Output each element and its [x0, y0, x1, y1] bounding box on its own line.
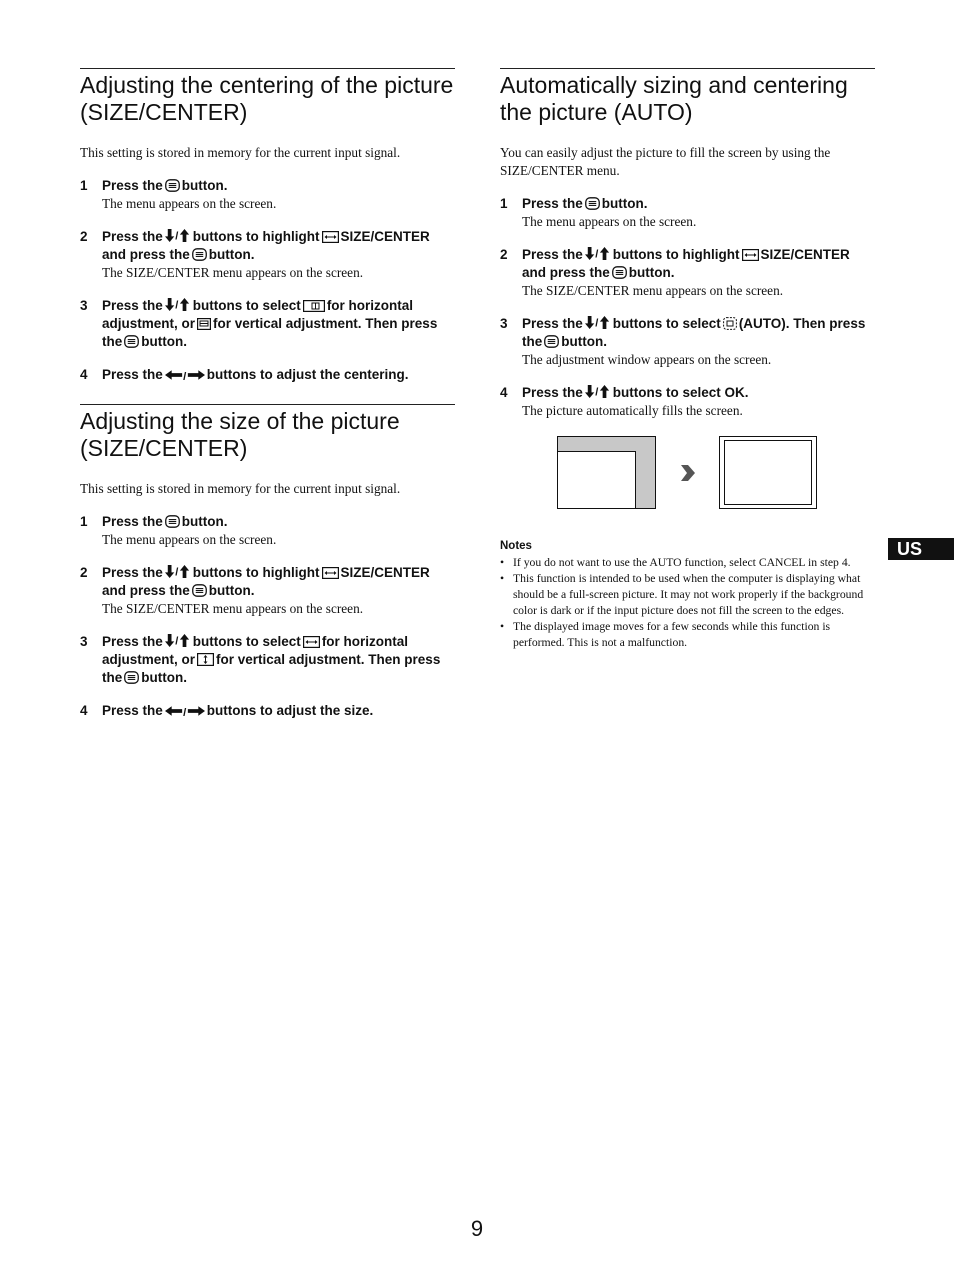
down-up-arrows-icon — [165, 297, 191, 312]
size-center-icon — [322, 231, 339, 243]
down-up-arrows-icon — [165, 228, 191, 243]
step-3 — [80, 633, 455, 687]
notes-list — [500, 555, 875, 651]
menu-button-icon — [124, 335, 139, 348]
step-result: The picture automatically fills the screen. — [522, 403, 743, 418]
left-right-arrows-icon — [165, 369, 205, 381]
step-instruction: Press the buttons to highlight SIZE/CENTER and press the button. — [102, 565, 430, 598]
page-number: 9 — [470, 1216, 484, 1241]
auto-adjust-icon — [723, 317, 737, 330]
step-number: 4 — [500, 385, 508, 400]
step-result: The menu appears on the screen. — [102, 196, 277, 211]
left-column — [80, 68, 455, 720]
step-number: 3 — [80, 634, 88, 649]
left-right-arrows-icon — [165, 705, 205, 717]
before-picture — [558, 452, 636, 509]
step-number: 2 — [500, 247, 508, 262]
arrow-right-icon — [681, 465, 695, 481]
step-3 — [500, 315, 875, 369]
auto-illustration — [500, 436, 875, 516]
step-3 — [80, 297, 455, 351]
step-number: 4 — [80, 703, 88, 718]
right-column — [500, 68, 875, 651]
step-instruction: Press the buttons to highlight SIZE/CENTER and press the button. — [102, 229, 430, 262]
section-intro: You can easily adjust the picture to fill the screen by using the SIZE/CENTER menu. — [500, 145, 831, 178]
step-instruction: Press the buttons to adjust the centering. — [102, 367, 409, 382]
note-item: • This function is intended to be used when the computer is displaying what should be a full-screen picture. It may not work properly if the background color is dark or if the input picture does not fill the screen to the edges. — [500, 571, 875, 619]
section-rule — [80, 404, 455, 405]
step-instruction: Press the buttons to highlight SIZE/CENTER and press the button. — [522, 247, 850, 280]
step-instruction: Press the buttons to select OK. — [522, 385, 749, 400]
language-tab: US — [888, 538, 954, 560]
menu-button-icon — [165, 179, 180, 192]
note-item: • The displayed image moves for a few seconds while this function is performed. This is not a malfunction. — [500, 619, 875, 651]
step-result: The adjustment window appears on the screen. — [522, 352, 772, 367]
section-rule — [80, 68, 455, 69]
menu-button-icon — [192, 248, 207, 261]
size-center-icon — [742, 249, 759, 261]
step-number: 1 — [80, 178, 88, 193]
step-instruction: Press the buttons to select (AUTO). Then press the button. — [522, 316, 866, 349]
menu-button-icon — [612, 266, 627, 279]
step-2 — [500, 246, 875, 300]
step-instruction: Press the buttons to select for horizontal adjustment, or for vertical adjustment. Then press the button. — [102, 298, 438, 349]
menu-button-icon — [165, 515, 180, 528]
step-number: 1 — [80, 514, 88, 529]
step-1 — [80, 513, 455, 549]
note-item: • If you do not want to use the AUTO function, select CANCEL in step 4. — [500, 555, 875, 571]
before-after-screens-figure — [557, 436, 819, 511]
step-number: 3 — [500, 316, 508, 331]
section-title-size: Adjusting the size of the picture (SIZE/CENTER) — [80, 408, 400, 461]
step-4 — [500, 384, 875, 420]
step-result: The SIZE/CENTER menu appears on the screen. — [522, 283, 784, 298]
step-result: The SIZE/CENTER menu appears on the screen. — [102, 601, 364, 616]
section-intro: This setting is stored in memory for the current input signal. — [80, 145, 401, 160]
step-1 — [80, 177, 455, 213]
section-title-auto: Automatically sizing and centering the picture (AUTO) — [500, 72, 848, 125]
vertical-center-icon — [197, 318, 211, 330]
section-rule — [500, 68, 875, 69]
down-up-arrows-icon — [165, 564, 191, 579]
step-2 — [80, 228, 455, 282]
vertical-size-icon — [197, 653, 214, 666]
step-2 — [80, 564, 455, 618]
menu-button-icon — [585, 197, 600, 210]
step-number: 4 — [80, 367, 88, 382]
step-number: 2 — [80, 229, 88, 244]
after-picture — [725, 441, 812, 505]
section-intro: This setting is stored in memory for the current input signal. — [80, 481, 401, 496]
horizontal-center-icon — [303, 300, 325, 312]
section-title-centering: Adjusting the centering of the picture (SIZE/CENTER) — [80, 72, 454, 125]
step-instruction: Press the buttons to adjust the size. — [102, 703, 374, 718]
step-number: 2 — [80, 565, 88, 580]
step-instruction: Press the buttons to select for horizontal adjustment, or for vertical adjustment. Then press the button. — [102, 634, 441, 685]
step-4 — [80, 366, 455, 384]
down-up-arrows-icon — [165, 633, 191, 648]
size-center-icon — [322, 567, 339, 579]
step-result: The menu appears on the screen. — [102, 532, 277, 547]
menu-button-icon — [192, 584, 207, 597]
step-1 — [500, 195, 875, 231]
step-instruction: Press the button. — [102, 178, 228, 193]
step-number: 1 — [500, 196, 508, 211]
down-up-arrows-icon — [585, 384, 611, 399]
notes-title: Notes — [500, 540, 532, 552]
step-result: The menu appears on the screen. — [522, 214, 697, 229]
step-instruction: Press the button. — [102, 514, 228, 529]
step-4 — [80, 702, 455, 720]
down-up-arrows-icon — [585, 315, 611, 330]
down-up-arrows-icon — [585, 246, 611, 261]
menu-button-icon — [544, 335, 559, 348]
step-result: The SIZE/CENTER menu appears on the screen. — [102, 265, 364, 280]
menu-button-icon — [124, 671, 139, 684]
horizontal-size-icon — [303, 636, 320, 648]
step-instruction: Press the button. — [522, 196, 648, 211]
step-number: 3 — [80, 298, 88, 313]
